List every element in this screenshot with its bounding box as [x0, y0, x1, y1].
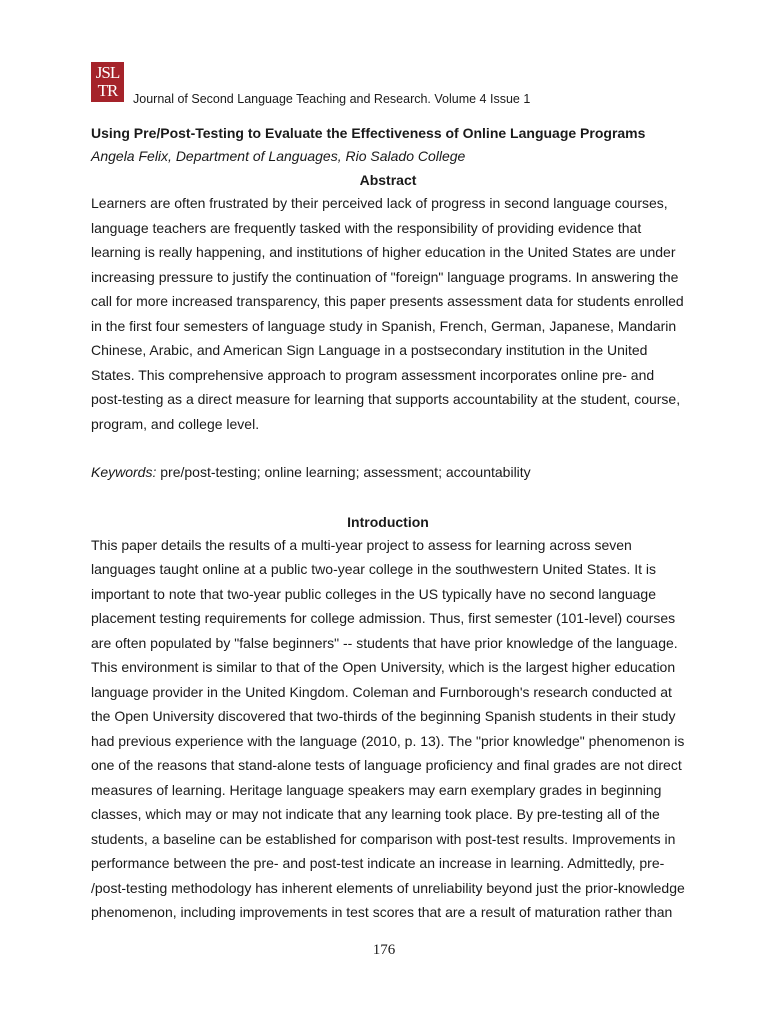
introduction-heading: Introduction [347, 513, 429, 530]
page-number: 176 [372, 942, 396, 958]
abstract-line: post-testing as a direct measure for learning that supports accountability at the student, course, [91, 391, 681, 407]
logo-text-top: JSL [95, 63, 120, 82]
abstract-line: in the first four semesters of language study in Spanish, French, German, Japanese, Mandarin [91, 317, 677, 334]
intro-line: had previous experience with the language (2010, p. 13). The "prior knowledge" phenomenon is [91, 732, 685, 749]
article-author: Angela Felix, Department of Languages, Rio Salado College [91, 148, 466, 164]
abstract-line: program, and college level. [91, 415, 260, 432]
intro-line: measures of learning. Heritage language speakers may earn exemplary grades in beginning [91, 781, 662, 798]
intro-line: are often populated by "false beginners" -- students that have prior knowledge of the language. [91, 634, 678, 651]
abstract-line: Chinese, Arabic, and American Sign Language in a postsecondary institution in the United [91, 342, 648, 358]
abstract-line: States. This comprehensive approach to program assessment incorporates online pre- and [91, 366, 655, 383]
intro-line: phenomenon, including improvements in test scores that are a result of maturation rather than [91, 904, 673, 920]
keywords-label: Keywords: [91, 464, 157, 480]
article-title: Using Pre/Post-Testing to Evaluate the Effectiveness of Online Language Programs [91, 125, 646, 141]
abstract-heading: Abstract [359, 172, 417, 188]
introduction-body [91, 533, 685, 925]
keywords-text: pre/post-testing; online learning; assessment; accountability [156, 464, 531, 480]
abstract-line: learning is really happening, and institutions of higher education in the United States are under [91, 244, 676, 260]
intro-line: students, a baseline can be established for comparison with post-test results. Improvements in [91, 830, 676, 847]
journal-logo [91, 62, 124, 102]
abstract-line: increasing pressure to justify the continuation of "foreign" language programs. In answering the [91, 268, 679, 285]
intro-line: This paper details the results of a multi-year project to assess for learning across seven [91, 536, 632, 553]
intro-line: performance between the pre- and post-test indicate an increase in learning. Admittedly, pre- [91, 855, 665, 871]
intro-line: This environment is similar to that of the Open University, which is the largest higher education [91, 659, 676, 675]
logo-text-bottom: TR [97, 81, 118, 100]
page-content [91, 123, 685, 925]
keywords [91, 460, 685, 485]
intro-line: language provider in the United Kingdom. Coleman and Furnborough's research conducted at [91, 683, 672, 700]
abstract-body [91, 191, 685, 436]
intro-line: the Open University discovered that two-thirds of the beginning Spanish students in their study [91, 708, 676, 724]
intro-line: /post-testing methodology has inherent elements of unreliability beyond just the prior-knowledge [91, 879, 685, 896]
abstract-line: Learners are often frustrated by their perceived lack of progress in second language courses, [91, 195, 668, 211]
intro-line: one of the reasons that stand-alone tests of language proficiency and final grades are not direct [91, 757, 682, 773]
abstract-line: language teachers are frequently tasked with the responsibility of providing evidence that [91, 219, 642, 236]
abstract-line: call for more increased transparency, this paper presents assessment data for students enrolled [91, 293, 684, 309]
intro-line: placement testing requirements for college admission. Thus, first semester (101-level) courses [91, 610, 676, 626]
intro-line: important to note that two-year public colleges in the US typically have no second language [91, 585, 657, 602]
journal-header: Journal of Second Language Teaching and Research. Volume 4 Issue 1 [133, 92, 531, 106]
intro-line: classes, which may or may not indicate that any learning took place. By pre-testing all of the [91, 806, 660, 822]
intro-line: languages taught online at a public two-year college in the southwestern United States. It is [91, 561, 657, 577]
